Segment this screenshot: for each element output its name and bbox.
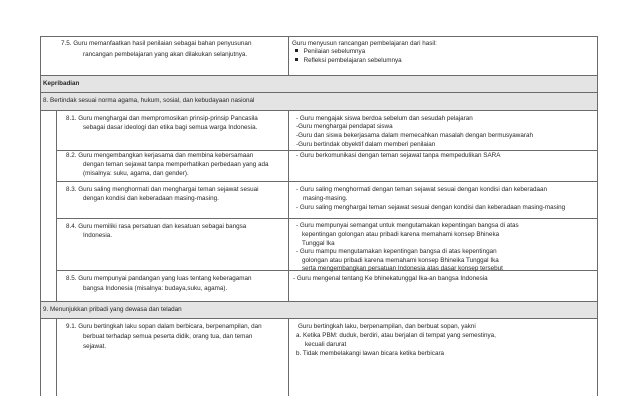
row-8-2-left-line-3: (misalnya: suku, agama, dan gender).	[83, 170, 189, 177]
column-divider	[288, 318, 289, 396]
section-header-kepribadian: Kepribadian	[43, 80, 80, 87]
row-8-2-left-line-1: 8.2. Guru mengembangkan kerjasama dan membina kebersamaan	[66, 152, 254, 159]
row-8-4-left-line-2: Indonesia.	[83, 232, 113, 239]
row-8-1-left-line-1: 8.1. Guru menghargai dan mempromosikan prinsip-prinsip Pancasila	[66, 115, 258, 122]
table-border-left	[40, 36, 41, 396]
row-7-5-right-intro: Guru menyusun rancangan pembelajaran dari hasil:	[292, 40, 437, 47]
row-9-1-right-line-3: kecuali darurat	[305, 341, 347, 348]
indent-divider	[56, 110, 57, 301]
table-border-right	[597, 36, 598, 396]
row-8-4-left-line-1: 8.4. Guru memiliki rasa persatuan dan kesatuan sebagai bangsa	[66, 223, 247, 230]
bullet-text: Penilaian sebelumnya	[303, 48, 366, 55]
row-8-4-right-line-2: kepentingan golongan atau pribadi karena memahami konsep Bhineka	[302, 231, 500, 238]
row-9-title: 9. Menunjukkan pribadi yang dewasa dan teladan	[43, 306, 182, 313]
table-rule	[40, 75, 598, 76]
row-8-4-right-line-6: serta mengembangkan persatuan Indonesia atas dasar konsep tersebut	[302, 265, 503, 272]
table-rule	[56, 150, 598, 151]
row-8-title: 8. Bertindak sesuai norma agama, hukum, sosial, dan kebudayaan nasional	[43, 97, 255, 104]
row-9-1-right-line-1: Guru bertingkah laku, berpenampilan, dan berbuat sopan, yakni	[298, 323, 476, 330]
row-8-1-right-line-2: -Guru menghargai pendapat siswa	[296, 123, 393, 130]
row-8-3-right-line-1: - Guru saling menghormati dengan teman sejawat sesuai dengan kondisi dan keberadaan	[296, 186, 547, 193]
table-border-top	[40, 36, 598, 37]
row-8-4-right-line-4: - Guru mampu mengutamakan kepentingan bangsa di atas kepentingan	[296, 248, 497, 255]
column-divider	[288, 110, 289, 301]
table-rule	[40, 110, 598, 111]
table-rule	[40, 318, 598, 319]
row-8-1-right-line-3: -Guru dan siswa bekerjasama dalam memecahkan masalah dengan bermusyawarah	[296, 132, 533, 139]
row-8-3-left-line-1: 8.3. Guru saling menghormati dan menghargai teman sejawat sesuai	[66, 186, 259, 193]
row-7-5-bullet-item	[295, 57, 402, 65]
bullet-icon	[295, 58, 298, 61]
row-8-5-right-line-1: - Guru mengenal tentang Ke bhinekatunggal Ika-an bangsa Indonesia	[293, 275, 488, 282]
document-table	[40, 36, 598, 396]
section-header-background	[40, 75, 598, 92]
row-7-5-bullet-item	[295, 48, 365, 56]
row-9-1-right-line-4: b. Tidak membelakangi lawan bicara ketika berbicara	[296, 350, 445, 357]
table-rule	[40, 92, 598, 93]
row-8-5-left-line-2: bangsa Indonesia (misalnya: budaya,suku, agama).	[83, 285, 228, 292]
row-9-1-left-line-3: sejawat.	[83, 343, 107, 350]
row-9-1-right-line-2: a. Ketika PBM: duduk, berdiri, atau berjalan di tempat yang semestinya,	[296, 332, 496, 339]
row-8-2-right-line-1: - Guru berkomunikasi dengan teman sejawat tanpa mempedulikan SARA	[296, 152, 501, 159]
row-8-3-right-line-3: - Guru saling menghargai teman sejawat sesuai dengan kondisi dan keberadaan masing-masing	[296, 204, 566, 211]
table-rule	[40, 301, 598, 302]
row-8-4-right-line-3: Tunggal Ika	[302, 240, 335, 247]
indent-divider	[56, 318, 57, 396]
row-9-1-left-line-1: 9.1. Guru bertingkah laku sopan dalam berbicara, berpenampilan, dan	[66, 323, 262, 330]
row-9-1-left-line-2: berbuat terhadap semua peserta didik, orang tua, dan teman	[83, 333, 253, 340]
row-8-1-right-line-1: - Guru mengajak siswa berdoa sebelum dan sesudah pelajaran	[296, 115, 473, 122]
row-8-4-right-line-1: - Guru mempunyai semangat untuk mengutamakan kepentingan bangsa di atas	[296, 222, 519, 229]
row-8-3-right-line-2: masing-masing.	[303, 195, 348, 202]
row-8-2-left-line-2: dengan teman sejawat tanpa memperhatikan perbedaan yang ada	[83, 161, 269, 168]
row-8-1-right-line-4: -Guru bertindak obyektif dalam memberi penilaian	[296, 141, 436, 148]
column-divider	[288, 36, 289, 75]
row-8-4-right-line-5: golongan atau pribadi karena memahami konsep Bhineika Tunggal Ika	[302, 257, 499, 264]
row-8-3-left-line-2: dengan kondisi dan keberadaan masing-masing.	[83, 195, 219, 202]
row-8-1-left-line-2: sebagai dasar ideologi dan etika bagi semua warga Indonesia.	[83, 124, 258, 131]
row-7-5-left-line-2: rancangan pembelajaran yang akan dilakukan selanjutnya.	[83, 51, 248, 58]
table-rule	[56, 218, 598, 219]
bullet-icon	[295, 49, 298, 52]
bullet-text: Refleksi pembelajaran sebelumnya	[303, 57, 402, 64]
row-7-5-left-line-1: 7.5. Guru memanfaatkan hasil penilaian sebagai bahan penyusunan	[61, 40, 252, 47]
row-8-5-left-line-1: 8.5. Guru mempunyai pandangan yang luas tentang keberagaman	[66, 275, 252, 282]
table-rule	[56, 181, 598, 182]
